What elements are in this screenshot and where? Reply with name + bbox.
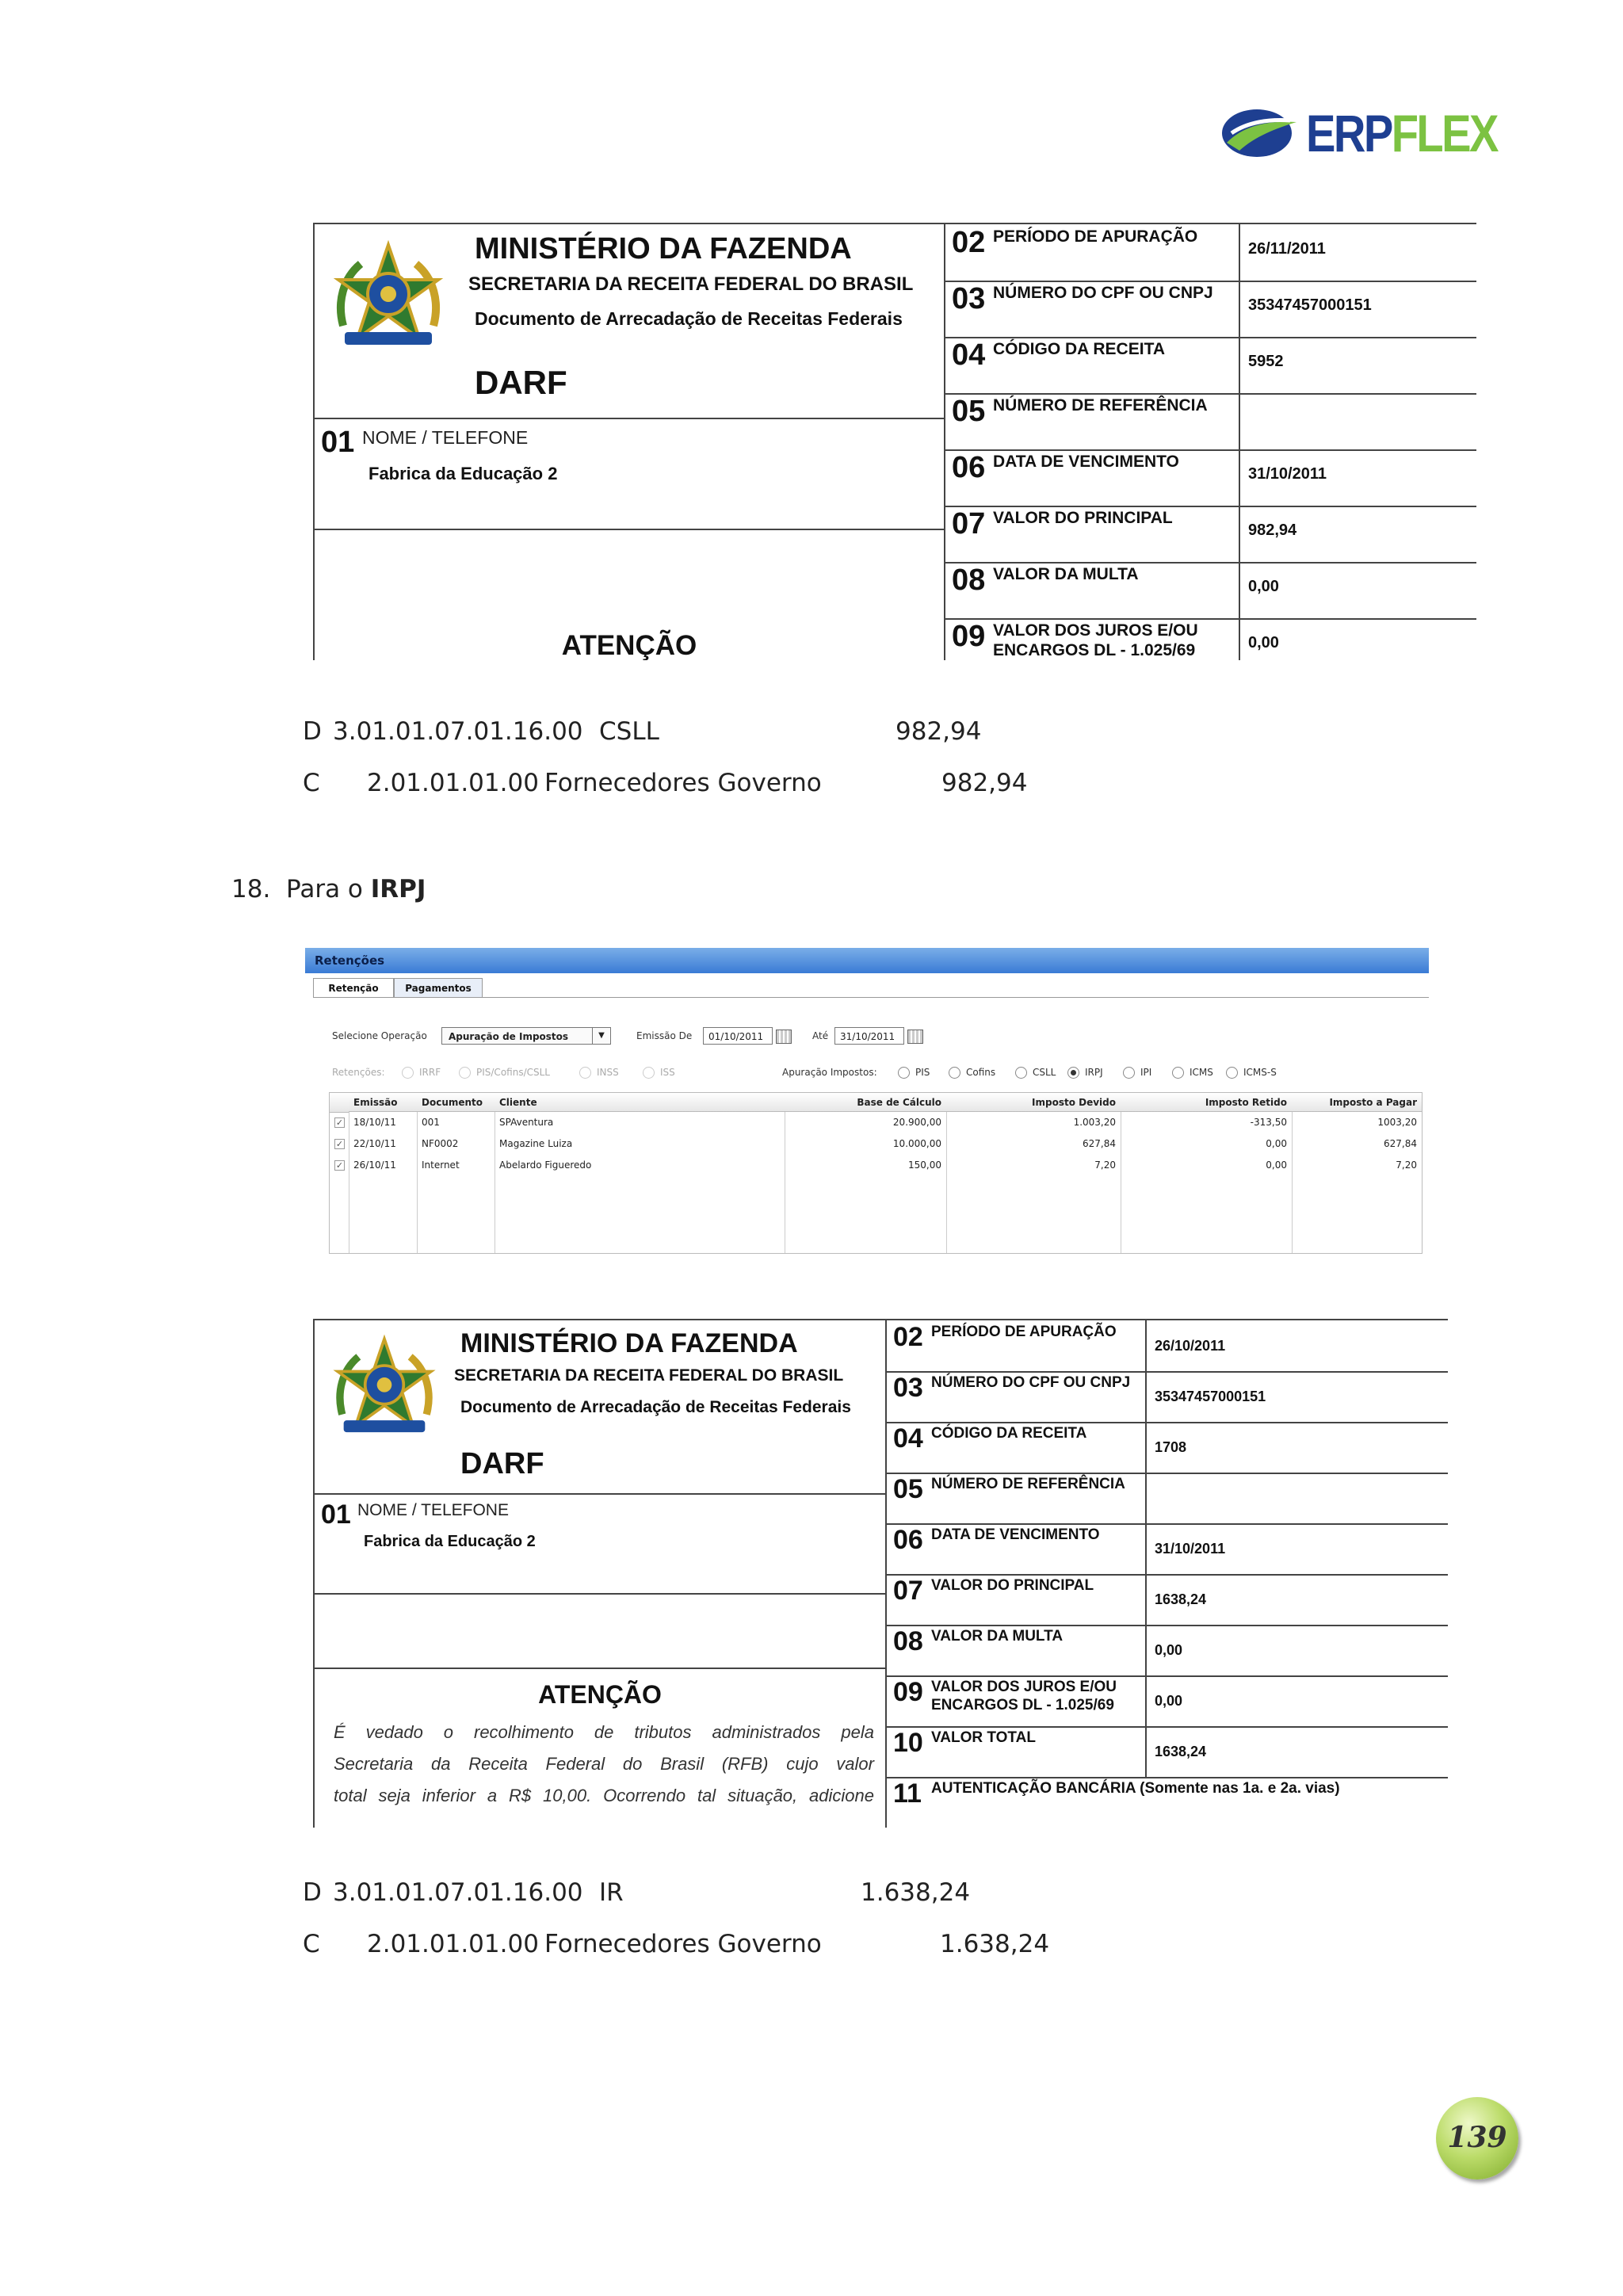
field-value-cell: [1145, 1523, 1448, 1574]
entry-value: 1.638,24: [940, 1930, 1050, 1958]
field-number: 11: [893, 1778, 922, 1809]
darf-header: [315, 224, 944, 419]
name-field-label: NOME / TELEFONE: [362, 427, 529, 448]
entry-description: IR: [599, 1878, 624, 1907]
tab-retencao[interactable]: Retenção: [313, 978, 394, 998]
darf-field-row: [945, 449, 1476, 507]
radio-ipi[interactable]: [1123, 1067, 1135, 1079]
radio-inss[interactable]: [579, 1067, 591, 1079]
grid-header-check: [330, 1093, 349, 1113]
darf-field-row: [945, 562, 1476, 620]
section-heading-18: [231, 875, 426, 904]
entry-description: CSLL: [599, 717, 659, 746]
attention-line: total seja inferior a R$ 10,00. Ocorrendo tal situação, adicione: [334, 1786, 874, 1805]
page-number-badge: [1436, 2097, 1518, 2179]
entry-account: 3.01.01.07.01.16.00: [333, 1878, 583, 1907]
field-label: CÓDIGO DA RECEITA: [993, 340, 1166, 358]
entry-account: 2.01.01.01.00: [367, 1930, 539, 1958]
field-value-cell: [1145, 1625, 1448, 1675]
field-label: NÚMERO DE REFERÊNCIA: [931, 1476, 1125, 1492]
field-number: 08: [893, 1626, 923, 1656]
grid-cell: 0,00: [1266, 1159, 1287, 1171]
attention-title: ATENÇÃO: [561, 630, 697, 660]
darf-field-row: [945, 281, 1476, 338]
field-value: 31/10/2011: [1155, 1541, 1226, 1557]
darf-left-panel: [315, 1320, 887, 1828]
field-value: 0,00: [1155, 1693, 1183, 1709]
grid-cell: SPAventura: [499, 1117, 554, 1128]
grid-cell: Internet: [422, 1159, 460, 1171]
calendar-icon[interactable]: [907, 1030, 923, 1044]
darf-field-row: [887, 1675, 1448, 1728]
row-checkbox[interactable]: ✓: [335, 1139, 344, 1149]
entry-value: 1.638,24: [861, 1878, 971, 1907]
field-label: AUTENTICAÇÃO BANCÁRIA (Somente nas 1a. e 2a. vias): [931, 1780, 1340, 1797]
grid-cell: NF0002: [422, 1138, 459, 1149]
grid-cell: 001: [422, 1117, 440, 1128]
field-label-line2: ENCARGOS DL - 1.025/69: [993, 641, 1196, 659]
grid-cell: 22/10/11: [353, 1138, 396, 1149]
darf-field-row: [887, 1371, 1448, 1423]
entry-dc: C: [303, 1930, 320, 1958]
entry-account: 3.01.01.07.01.16.00: [333, 717, 583, 746]
radio-label: ISS: [660, 1067, 675, 1078]
field-number: 07: [893, 1576, 923, 1606]
darf-field-row: [887, 1726, 1448, 1778]
field-label: VALOR DO PRINCIPAL: [993, 509, 1173, 527]
field-value-cell: [1239, 506, 1476, 562]
grid-cell: 18/10/11: [353, 1117, 396, 1128]
darf-header: [315, 1320, 885, 1495]
field-value-cell: [1239, 618, 1476, 660]
radio-label: PIS/Cofins/CSLL: [476, 1067, 550, 1078]
grid-header-1[interactable]: Emissão: [349, 1093, 417, 1112]
name-field-number: 01: [321, 426, 355, 459]
section-prefix: Para o: [286, 875, 363, 904]
name-section: [315, 1493, 885, 1595]
row-checkbox[interactable]: ✓: [335, 1160, 344, 1171]
emissao-date-input[interactable]: 01/10/2011: [703, 1027, 773, 1045]
radio-label: Cofins: [966, 1067, 996, 1078]
field-number: 09: [893, 1677, 923, 1707]
field-value-cell: [1239, 224, 1476, 281]
darf-title: DARF: [460, 1447, 544, 1480]
field-label: PERÍODO DE APURAÇÃO: [931, 1324, 1117, 1340]
field-number: 06: [952, 451, 986, 484]
field-label: NÚMERO DE REFERÊNCIA: [993, 396, 1208, 415]
field-value: 0,00: [1248, 634, 1279, 651]
radio-label: ICMS: [1190, 1067, 1213, 1078]
entry-description: Fornecedores Governo: [544, 1930, 822, 1958]
attention-title: ATENÇÃO: [538, 1680, 662, 1709]
field-label-line2: ENCARGOS DL - 1.025/69: [931, 1697, 1114, 1713]
grid-header-4[interactable]: Base de Cálculo: [785, 1093, 946, 1112]
field-number: 05: [952, 395, 986, 428]
grid-header-2[interactable]: Documento: [417, 1093, 495, 1112]
operation-select-value: Apuração de Impostos: [449, 1031, 569, 1042]
field-value: 35347457000151: [1155, 1389, 1266, 1404]
grid-cell: 0,00: [1266, 1138, 1287, 1149]
field-label: VALOR DOS JUROS E/OU: [993, 621, 1198, 640]
grid-cell: 627,84: [1083, 1138, 1116, 1149]
section-bold: IRPJ: [370, 875, 426, 904]
radio-label: ICMS-S: [1243, 1067, 1277, 1078]
field-label: DATA DE VENCIMENTO: [993, 453, 1179, 471]
entry-value: 982,94: [896, 717, 982, 746]
window-title: Retenções: [305, 948, 1429, 973]
field-label: DATA DE VENCIMENTO: [931, 1526, 1100, 1543]
field-value-cell: [1145, 1422, 1448, 1473]
field-number: 10: [893, 1728, 923, 1758]
field-value: 26/10/2011: [1155, 1338, 1226, 1354]
radio-cofins[interactable]: [949, 1067, 960, 1079]
field-value-cell: [1239, 281, 1476, 337]
darf-form-irpj: [313, 1319, 1448, 1828]
name-field-number: 01: [321, 1499, 351, 1530]
darf-field-row: [887, 1320, 1448, 1373]
field-value: 1638,24: [1155, 1591, 1207, 1607]
apuracao-label: Apuração Impostos:: [782, 1067, 877, 1078]
grid-cell: -313,50: [1250, 1117, 1287, 1128]
logo-erp: ERP: [1306, 104, 1392, 162]
field-value-cell: [1239, 337, 1476, 393]
retencoes-grid: [329, 1092, 1423, 1254]
radio-icms[interactable]: [1172, 1067, 1184, 1079]
field-number: 02: [952, 226, 986, 259]
field-value: 982,94: [1248, 521, 1297, 539]
brazil-coat-of-arms-icon: [329, 1333, 440, 1444]
field-value: 1638,24: [1155, 1744, 1207, 1759]
attention-text: [334, 1717, 874, 1812]
field-value-cell: [1239, 562, 1476, 618]
field-value-cell: [1239, 449, 1476, 506]
grid-cell: 1003,20: [1377, 1117, 1417, 1128]
erpflex-logo: [1220, 101, 1497, 165]
darf-field-row: [887, 1777, 1448, 1828]
attention-line: É vedado o recolhimento de tributos administrados pela: [334, 1722, 874, 1742]
chevron-down-icon: ▼: [592, 1028, 610, 1044]
attention-line: Secretaria da Receita Federal do Brasil (RFB) cujo valor: [334, 1754, 874, 1774]
darf-form-csll: [313, 223, 1476, 660]
field-number: 03: [952, 282, 986, 315]
grid-header-6[interactable]: Imposto Retido: [1121, 1093, 1292, 1112]
field-value: 0,00: [1155, 1642, 1183, 1658]
field-label: VALOR DA MULTA: [993, 565, 1139, 583]
field-value-cell: [1145, 1726, 1448, 1777]
brazil-coat-of-arms-icon: [329, 239, 448, 357]
field-number: 04: [952, 338, 986, 372]
entry-value: 982,94: [941, 769, 1028, 797]
darf-left-panel: [315, 224, 945, 660]
field-value: 35347457000151: [1248, 296, 1372, 314]
radio-label: INSS: [597, 1067, 619, 1078]
radio-pis-cofins-csll[interactable]: [459, 1067, 471, 1079]
ministry-title: MINISTÉRIO DA FAZENDA: [460, 1328, 798, 1358]
entry-dc: D: [303, 717, 322, 746]
document-title: Documento de Arrecadação de Receitas Federais: [475, 308, 903, 329]
grid-cell: 7,20: [1396, 1159, 1417, 1171]
radio-label: CSLL: [1033, 1067, 1056, 1078]
field-number: 02: [893, 1322, 923, 1352]
field-number: 05: [893, 1474, 923, 1504]
field-value-cell: [1145, 1675, 1448, 1726]
grid-header-7[interactable]: Imposto a Pagar: [1292, 1093, 1422, 1112]
radio-label: PIS: [915, 1067, 930, 1078]
darf-field-row: [945, 393, 1476, 451]
logo-flex: FLEX: [1391, 104, 1497, 162]
field-label: VALOR DOS JUROS E/OU: [931, 1679, 1117, 1695]
grid-cell: 1.003,20: [1073, 1117, 1116, 1128]
darf-title: DARF: [475, 364, 567, 401]
section-number: 18.: [231, 875, 271, 904]
grid-cell: 7,20: [1094, 1159, 1116, 1171]
field-label: PERÍODO DE APURAÇÃO: [993, 227, 1198, 246]
field-number: 03: [893, 1373, 923, 1403]
document-title: Documento de Arrecadação de Receitas Federais: [460, 1398, 851, 1416]
field-value-cell: [1145, 1473, 1448, 1523]
grid-cell: 26/10/11: [353, 1159, 396, 1171]
field-label: VALOR DA MULTA: [931, 1628, 1064, 1645]
grid-cell: 627,84: [1384, 1138, 1417, 1149]
field-value-cell: [1239, 393, 1476, 449]
ministry-title: MINISTÉRIO DA FAZENDA: [475, 232, 852, 266]
field-value: 1708: [1155, 1439, 1187, 1455]
radio-icms-s[interactable]: [1226, 1067, 1238, 1079]
field-label: VALOR TOTAL: [931, 1729, 1036, 1746]
calendar-icon[interactable]: [776, 1030, 792, 1044]
grid-header-5[interactable]: Imposto Devido: [946, 1093, 1121, 1112]
field-value: 26/11/2011: [1248, 240, 1326, 258]
radio-pis[interactable]: [898, 1067, 910, 1079]
radio-csll[interactable]: [1015, 1067, 1027, 1079]
field-number: 06: [893, 1525, 923, 1555]
field-value-cell: [1145, 1371, 1448, 1422]
name-section: [315, 418, 944, 530]
name-field-label: NOME / TELEFONE: [357, 1501, 509, 1519]
field-number: 04: [893, 1423, 923, 1454]
retencoes-window: [305, 948, 1429, 1254]
ate-date-input[interactable]: 31/10/2011: [834, 1027, 904, 1045]
darf-field-row: [945, 618, 1476, 660]
radio-irrf[interactable]: [402, 1067, 414, 1079]
darf-field-row: [887, 1422, 1448, 1474]
field-label: CÓDIGO DA RECEITA: [931, 1425, 1087, 1442]
grid-header-3[interactable]: Cliente: [495, 1093, 785, 1112]
grid-cell: 10.000,00: [892, 1138, 941, 1149]
field-number: 07: [952, 507, 986, 541]
entry-description: Fornecedores Governo: [544, 769, 822, 797]
darf-field-row: [945, 224, 1476, 282]
operation-label: Selecione Operação: [332, 1030, 427, 1041]
radio-label: IRRF: [419, 1067, 441, 1078]
name-field-value: Fabrica da Educação 2: [364, 1533, 536, 1550]
field-value: 31/10/2011: [1248, 465, 1327, 483]
secretariat-title: SECRETARIA DA RECEITA FEDERAL DO BRASIL: [454, 1366, 844, 1385]
darf-field-row: [945, 337, 1476, 395]
erpflex-swoosh-icon: [1220, 101, 1300, 165]
radio-label: IRPJ: [1085, 1067, 1103, 1078]
grid-cell: Abelardo Figueredo: [499, 1159, 592, 1171]
page-number: 139: [1447, 2121, 1507, 2154]
field-value: 0,00: [1248, 578, 1279, 595]
darf-field-row: [887, 1574, 1448, 1626]
entry-account: 2.01.01.01.00: [367, 769, 539, 797]
name-field-value: Fabrica da Educação 2: [369, 464, 558, 483]
grid-cell: 20.900,00: [892, 1117, 941, 1128]
blank-section: [315, 1593, 885, 1669]
darf-field-row: [887, 1523, 1448, 1576]
grid-cell: 150,00: [908, 1159, 941, 1171]
darf-field-row: [887, 1625, 1448, 1677]
field-label: VALOR DO PRINCIPAL: [931, 1577, 1094, 1594]
radio-label: IPI: [1140, 1067, 1152, 1078]
radio-iss[interactable]: [643, 1067, 655, 1079]
operation-select[interactable]: [441, 1027, 611, 1045]
tab-pagamentos[interactable]: Pagamentos: [394, 978, 483, 998]
retencoes-label: Retenções:: [332, 1067, 385, 1078]
entry-dc: C: [303, 769, 320, 797]
field-value: 5952: [1248, 353, 1284, 370]
row-checkbox[interactable]: ✓: [335, 1117, 344, 1128]
ate-label: Até: [812, 1030, 829, 1041]
emissao-label: Emissão De: [636, 1030, 693, 1041]
field-number: 09: [952, 620, 986, 653]
grid-cell: Magazine Luiza: [499, 1138, 573, 1149]
field-value-cell: [1145, 1320, 1448, 1371]
darf-field-row: [945, 506, 1476, 563]
secretariat-title: SECRETARIA DA RECEITA FEDERAL DO BRASIL: [468, 273, 914, 295]
field-label: NÚMERO DO CPF OU CNPJ: [931, 1374, 1131, 1391]
erpflex-wordmark: [1306, 101, 1497, 165]
darf-field-row: [887, 1473, 1448, 1525]
field-number: 08: [952, 563, 986, 597]
field-value-cell: [1145, 1574, 1448, 1625]
entry-dc: D: [303, 1878, 322, 1907]
field-label: NÚMERO DO CPF OU CNPJ: [993, 284, 1213, 302]
radio-irpj[interactable]: [1067, 1067, 1079, 1079]
